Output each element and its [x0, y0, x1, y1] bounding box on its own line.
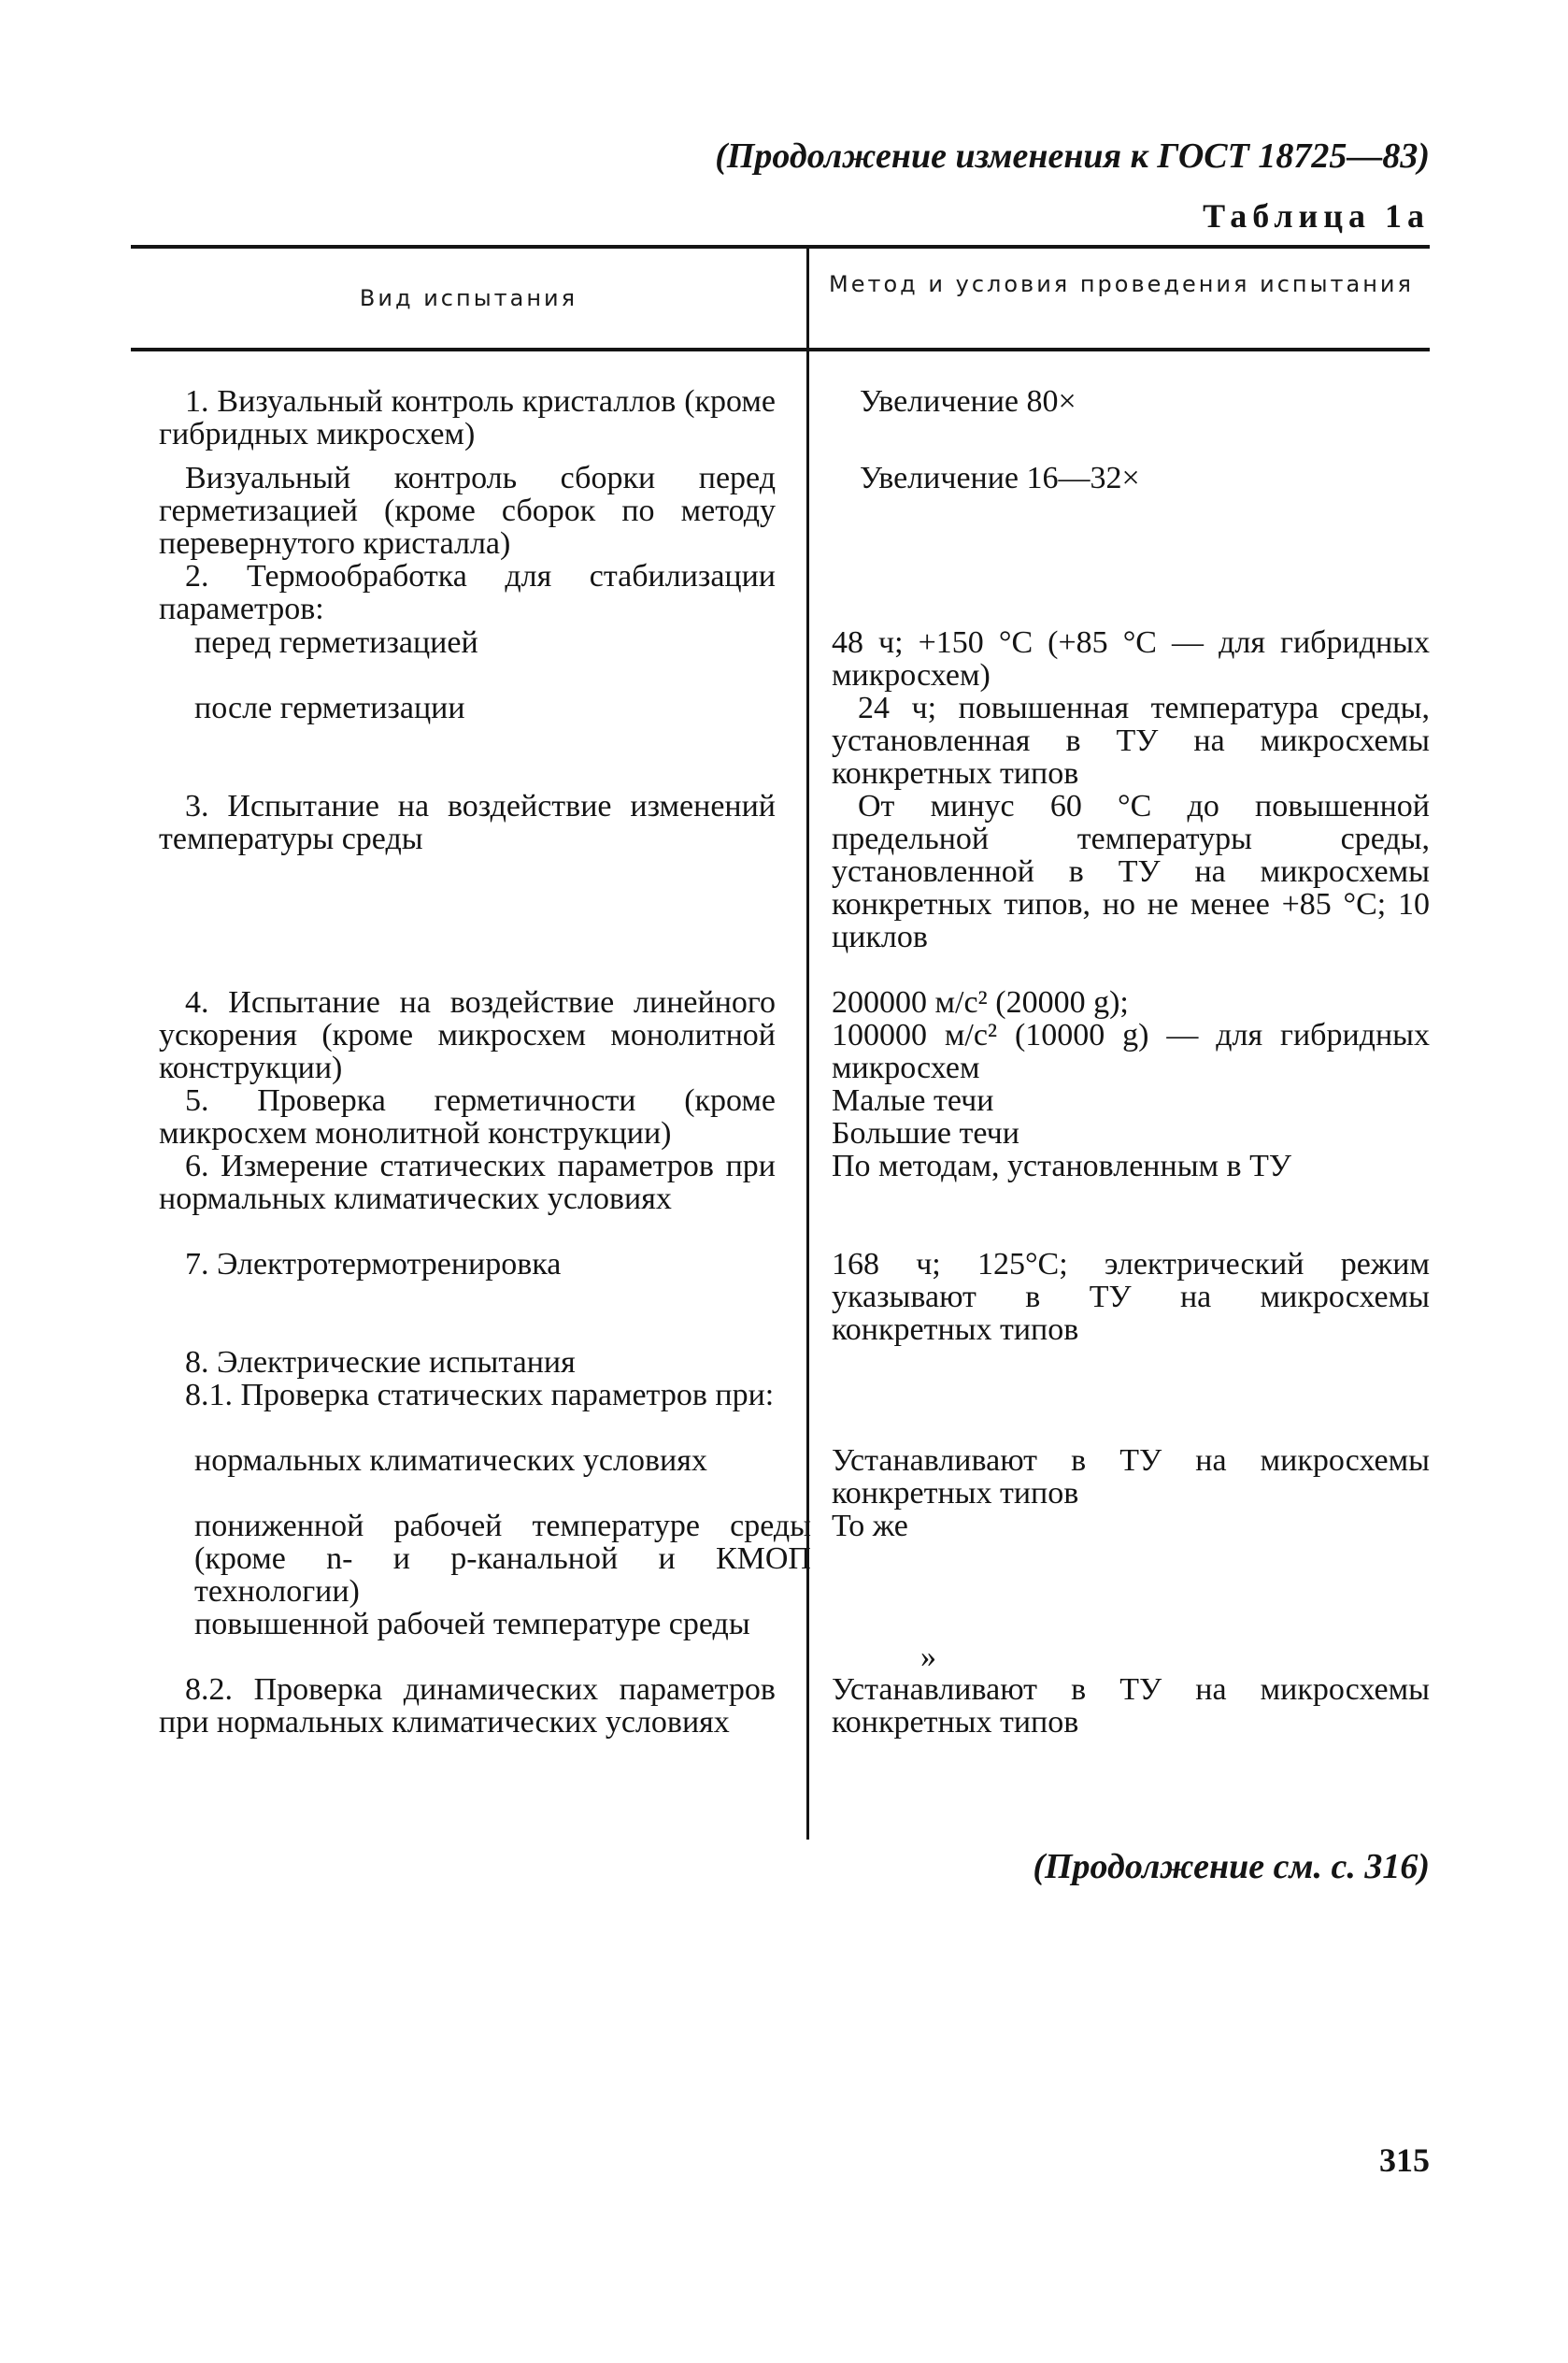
test-8-1-static-check: 8.1. Проверка статических параметров при:: [185, 1378, 775, 1412]
test-3-temperature-change: 3. Испытание на воздействие изменений температуры среды: [159, 789, 776, 856]
test-8-electrical: 8. Электрические испытания: [185, 1345, 576, 1380]
test-8-2-dynamic-check: 8.2. Проверка динамических параметров при нормальных климатических условиях: [159, 1672, 776, 1740]
test-1-visual-assembly: Визуальный контроль сборки перед герметизацией (кроме сборок по методу перевернутого кристалла): [159, 461, 776, 561]
column-header-test-type: Вид испытания: [359, 285, 578, 311]
test-1-visual-crystals: 1. Визуальный контроль кристаллов (кроме гибридных микросхем): [159, 384, 776, 451]
method-7-burn-in: 168 ч; 125°С; электрический режим указывают в ТУ на микросхемы конкретных типов: [832, 1247, 1430, 1347]
method-2-after-sealing: 24 ч; повышенная температура среды, установленная в ТУ на микросхемы конкретных типов: [832, 691, 1430, 791]
column-header-method: Метод и условия проведения испытания: [829, 271, 1414, 297]
test-5-hermeticity: 5. Проверка герметичности (кроме микросхем монолитной конструкции): [159, 1083, 776, 1151]
table-header-rule: [131, 348, 1430, 351]
method-4-acceleration: 200000 м/с² (20000 g);: [832, 985, 1129, 1020]
test-6-static-parameters: 6. Измерение статических параметров при нормальных климатических условиях: [159, 1149, 776, 1216]
method-8-1-normal: Устанавливают в ТУ на микросхемы конкретных типов: [832, 1443, 1430, 1511]
continuation-header: (Продолжение изменения к ГОСТ 18725—83): [715, 136, 1430, 176]
method-8-1-ditto-mark: »: [920, 1640, 936, 1674]
method-8-1-same: То же: [832, 1509, 908, 1543]
method-1-magnification: Увеличение 80×: [860, 384, 1076, 419]
test-8-1-normal-conditions: нормальных климатических условиях: [194, 1443, 707, 1478]
method-5-small-leaks: Малые течи: [832, 1083, 994, 1118]
continuation-footer: (Продолжение см. с. 316): [1033, 1847, 1430, 1886]
method-8-2-dynamic: Устанавливают в ТУ на микросхемы конкретных типов: [832, 1672, 1430, 1740]
method-3-temperature-cycles: От минус 60 °С до повышенной предельной температуры среды, установленной в ТУ на микросхемы конкретных типов, но не менее +85 °С; 10 циклов: [832, 789, 1430, 954]
table-top-rule: [131, 245, 1430, 249]
test-8-1-high-temperature: повышенной рабочей температуре среды: [194, 1607, 750, 1641]
test-8-1-low-temperature: пониженной рабочей температуре среды (кроме n- и p-канальной и КМОП технологии): [194, 1509, 811, 1609]
test-7-burn-in: 7. Электротермотренировка: [185, 1247, 562, 1282]
test-2-thermal-stabilization: 2. Термообработка для стабилизации параметров:: [159, 559, 776, 626]
test-4-linear-acceleration: 4. Испытание на воздействие линейного ускорения (кроме микросхем монолитной конструкции): [159, 985, 776, 1085]
method-5-large-leaks: Большие течи: [832, 1116, 1019, 1151]
method-6-methods: По методам, установленным в ТУ: [832, 1149, 1291, 1183]
page-number: 315: [1379, 2141, 1430, 2179]
test-2-before-sealing: перед герметизацией: [194, 625, 478, 660]
method-1-assembly-magnification: Увеличение 16—32×: [860, 461, 1140, 495]
method-4-acceleration-hybrid: 100000 м/с² (10000 g) — для гибридных микросхем: [832, 1018, 1430, 1085]
method-2-before-sealing: 48 ч; +150 °С (+85 °С — для гибридных микросхем): [832, 625, 1430, 693]
table-label: Таблица 1а: [1203, 197, 1430, 235]
test-2-after-sealing: после герметизации: [194, 691, 465, 725]
